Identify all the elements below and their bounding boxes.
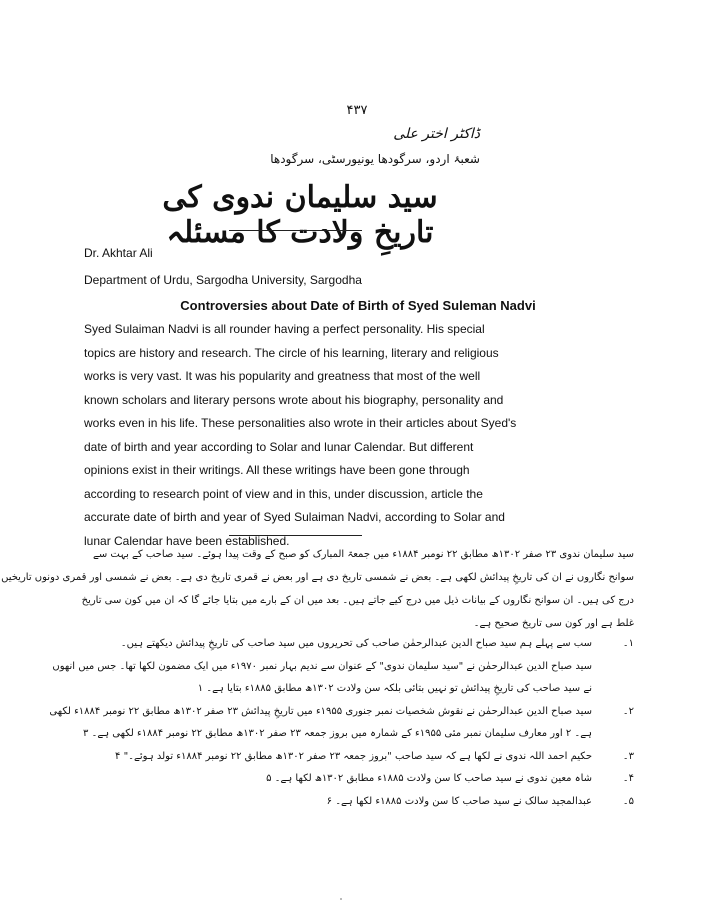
note-text: ہے۔ ۲ اور معارف سلیمان نمبر مئی ۱۹۵۵ء کے شمارہ میں بروز جمعہ ۲۳ صفر ۱۳۰۲ھ مطابق ۲۲ نومبر ۱۸۸۴ء لکھی ہے۔ ۳: [82, 728, 592, 739]
urdu-paragraph-line: غلط ہے اور کون سی تاریخ صحیح ہے۔: [473, 618, 634, 629]
note-text: سید صباح الدین عبدالرحمٰن نے "سید سلیمان ندوی" کے عنوان سے ندیم بہار نمبر ۱۹۷۰ء میں ایک مضمون لکھا تھا۔ جس میں انھوں: [52, 660, 592, 672]
page-number: ۴۳۷: [346, 103, 368, 118]
urdu-paragraph-line: درج کی ہیں۔ ان سوانح نگاروں کے بیانات ذیل میں درج کیے جاتے ہیں۔ بعد میں ان کے بارے میں بتایا جائے گا کہ ان میں کون سی تاریخ: [81, 595, 634, 606]
department-urdu: شعبۂ اردو، سرگودھا یونیورسٹی، سرگودھا: [270, 152, 480, 166]
section-divider: [229, 535, 362, 536]
note-number: ۱۔: [622, 638, 634, 649]
abstract-line: Syed Sulaiman Nadvi is all rounder having a perfect personality. His special: [84, 322, 485, 336]
note-text: سب سے پہلے ہم سید صباح الدین عبدالرحمٰن صاحب کی تحریروں میں سید صاحب کی تاریخِ پیدائش دیکھتے ہیں۔: [120, 638, 592, 649]
title-divider: [229, 230, 362, 231]
list-item: [78, 746, 634, 769]
note-number: ۲۔: [622, 705, 634, 717]
list-item: [52, 633, 634, 701]
author-name-urdu: ڈاکٹر اختر علی: [393, 126, 480, 142]
list-item: [78, 791, 634, 814]
abstract-line: works is very vast. It was his popularity and greatness that most of the well: [84, 369, 481, 383]
page-mark: [340, 898, 342, 900]
abstract-line: works even in his life. These personalities also wrote in their articles about Syed's: [84, 416, 517, 430]
list-item: [78, 768, 634, 791]
note-number: ۳۔: [622, 750, 634, 762]
numbered-notes-list: [49, 633, 634, 813]
author-name-english: Dr. Akhtar Ali: [84, 246, 153, 260]
department-english: Department of Urdu, Sargodha University, Sargodha: [84, 273, 362, 287]
note-text: حکیم احمد اللہ ندوی نے لکھا ہے کہ سید صاحب "بروز جمعہ ۲۳ صفر ۱۳۰۲ھ مطابق ۲۲ نومبر ۱۸۸۴ء تولد ہوئے۔" ۴: [115, 750, 592, 762]
note-text: سید صباح الدین عبدالرحمٰن نے نقوش شخصیات نمبر جنوری ۱۹۵۵ء میں تاریخِ پیدائش ۲۳ صفر ۱۳۰۲ھ مطابق ۲۲ نومبر ۱۸۸۴ء لکھی: [49, 705, 592, 717]
abstract-line: according to research point of view and in this, under discussion, article the: [84, 486, 483, 501]
urdu-intro-paragraph: [1, 543, 634, 635]
abstract-line: lunar Calendar have been established.: [84, 533, 290, 548]
note-text: شاہ معین ندوی نے سید صاحب کا سن ولادت ۱۸۸۵ء مطابق ۱۳۰۲ھ لکھا ہے۔ ۵: [266, 773, 592, 784]
list-item: [49, 701, 634, 746]
note-number: ۵۔: [622, 795, 634, 807]
abstract-heading: Controversies about Date of Birth of Syed Suleman Nadvi: [180, 298, 536, 313]
note-text: نے سید صاحب کی تاریخِ پیدائش تو نہیں بتائی بلکہ سن ولادت ۱۳۰۲ھ مطابق ۱۸۸۵ء بتایا ہے۔ ۱: [197, 683, 592, 694]
article-title-urdu: سید سلیمان ندوی کی تاریخِ ولادت کا مسئلہ: [162, 180, 438, 250]
abstract-paragraph: [84, 318, 632, 553]
abstract-line: known scholars and literary persons wrote about his biography, personality and: [84, 392, 504, 407]
abstract-line: date of birth and year according to Solar and lunar Calendar. But different: [84, 439, 474, 454]
abstract-line: accurate date of birth and year of Syed Sulaiman Nadvi, according to Solar and: [84, 510, 505, 524]
urdu-paragraph-line: سید سلیمان ندوی ۲۳ صفر ۱۳۰۲ھ مطابق ۲۲ نومبر ۱۸۸۴ء میں جمعۃ المبارک کو صبح کے وقت پیدا ہوئے۔ سید صاحب کے بہت سے: [92, 549, 634, 560]
note-number: ۴۔: [622, 773, 634, 784]
urdu-paragraph-line: سوانح نگاروں نے ان کی تاریخِ پیدائش لکھی ہے۔ بعض نے شمسی تاریخ دی ہے اور بعض نے قمری تاریخ دی ہے۔ بعض نے شمسی اور قمری دونوں تاریخیں: [1, 572, 634, 583]
abstract-line: topics are history and research. The circle of his learning, literary and religious: [84, 345, 499, 360]
note-text: عبدالمجید سالک نے سید صاحب کا سن ولادت ۱۸۸۵ء لکھا ہے۔ ۶: [326, 795, 592, 807]
abstract-line: opinions exist in their writings. All these writings have been gone through: [84, 463, 470, 477]
